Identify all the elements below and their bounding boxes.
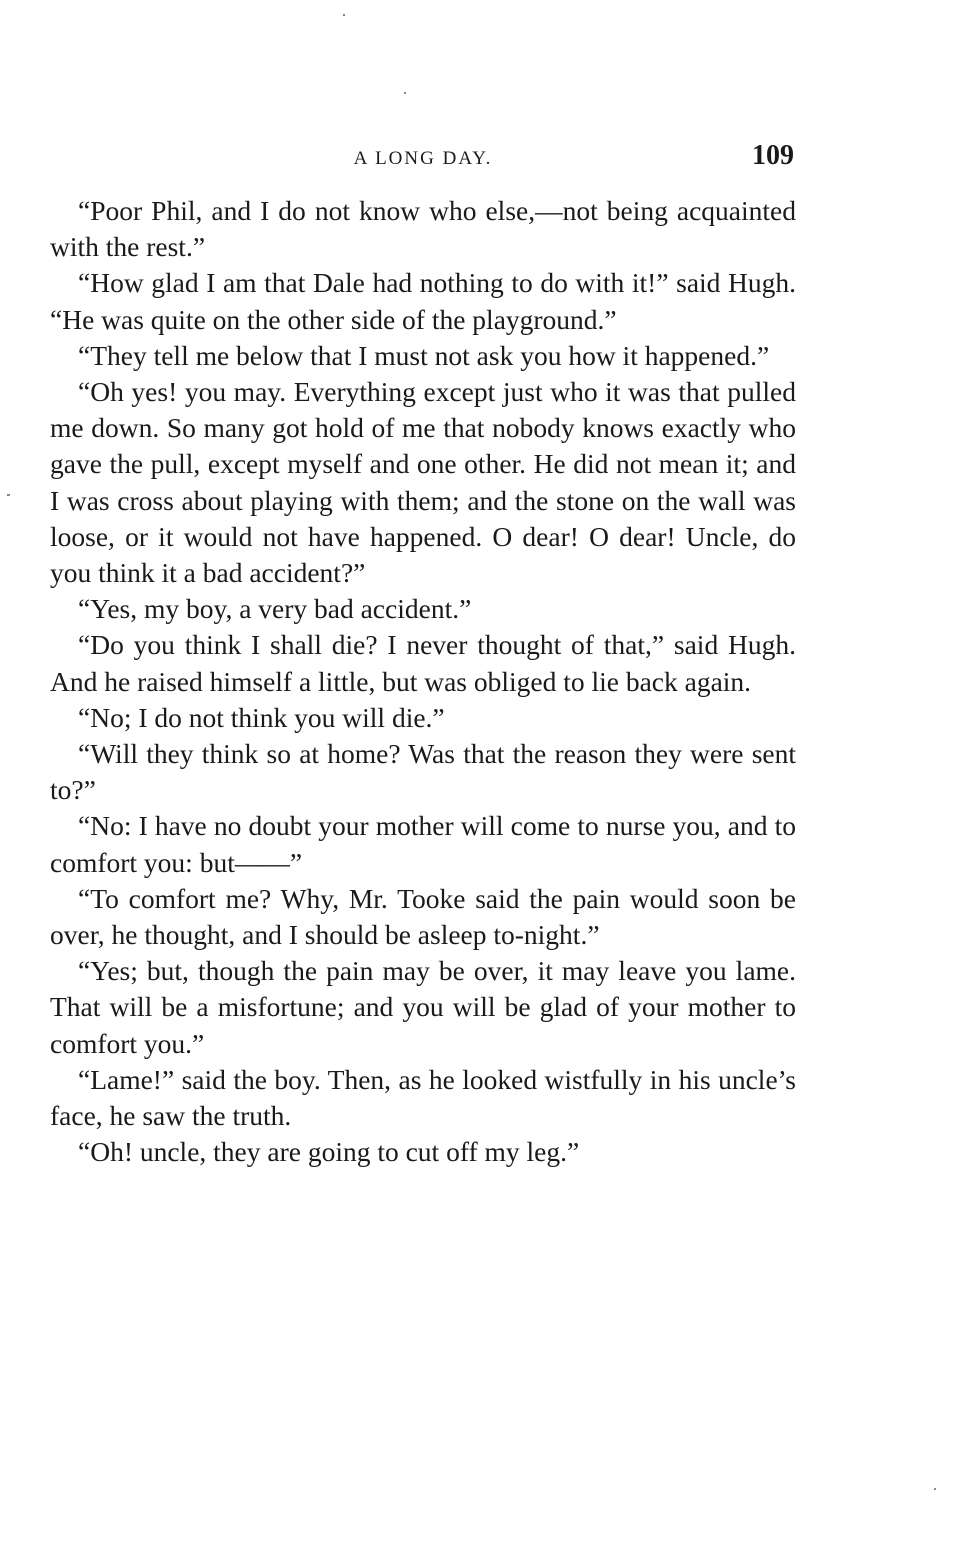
paragraph: “No: I have no doubt your mother will come to nurse you, and to comfort you: but——”	[50, 810, 796, 878]
paragraph: “No; I do not think you will die.”	[78, 701, 445, 733]
paragraph: “How glad I am that Dale had nothing to do with it!” said Hugh. “He was quite on the other side of the playground.”	[50, 267, 796, 335]
print-speck	[343, 14, 345, 16]
running-header	[50, 140, 796, 180]
running-title: A LONG DAY.	[353, 148, 493, 169]
paragraph: “Lame!” said the boy. Then, as he looked wistfully in his uncle’s face, he saw the truth.	[50, 1063, 796, 1132]
paragraph: “Do you think I shall die? I never thought of that,” said Hugh. And he raised himself a little, but was obliged to lie back again.	[50, 629, 796, 697]
print-speck	[7, 494, 10, 496]
page-number: 109	[752, 140, 794, 171]
paragraph: “Will they think so at home? Was that the reason they were sent to?”	[50, 738, 796, 806]
paragraph: “Oh yes! you may. Everything except just who it was that pulled me down. So many got hold of me that nobody knows exactly who gave the pull, except myself and one other. He did not mean it; and I was cross about playing with them; and the stone on the wall was loose, or it would not have happened. O dear! O dear! Uncle, do you think it a bad accident?”	[50, 376, 796, 589]
paragraph: “To comfort me? Why, Mr. Tooke said the pain would soon be over, he thought, and I should be asleep to-night.”	[50, 882, 796, 951]
print-speck	[404, 92, 406, 94]
body-text	[50, 193, 796, 1170]
paragraph: “Yes; but, though the pain may be over, it may leave you lame. That will be a misfortune; and you will be glad of your mother to comfort you.”	[50, 955, 796, 1059]
paragraph: “They tell me below that I must not ask you how it happened.”	[78, 339, 770, 371]
print-speck	[934, 1488, 936, 1490]
paragraph: “Poor Phil, and I do not know who else,—not being acquainted with the rest.”	[50, 195, 796, 263]
paragraph: “Yes, my boy, a very bad accident.”	[78, 593, 472, 625]
paragraph: “Oh! uncle, they are going to cut off my leg.”	[78, 1136, 580, 1168]
